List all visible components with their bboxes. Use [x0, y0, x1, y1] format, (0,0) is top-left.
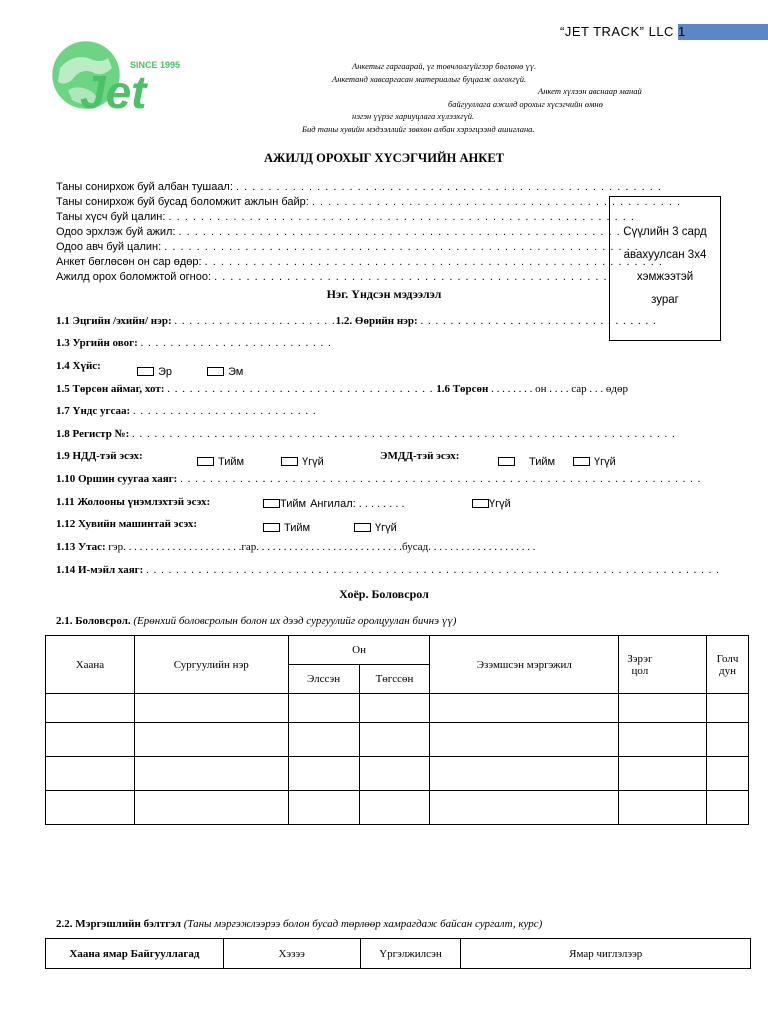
driver-license-no-checkbox[interactable]: Үгүй [472, 494, 511, 512]
section-2-title: Хоёр. Боловсрол [339, 587, 429, 601]
form-title: АЖИЛД ОРОХЫГ ХҮСЭГЧИЙН АНКЕТ [263, 151, 505, 165]
question-expected-salary[interactable]: Таны хүсч буй цалин: . . . . . . . . . . . . . . . . . . . . . . . . . . . . . . . . . . . . . . . . . . . . . . . . . . . . . . . . . . [56, 211, 635, 223]
intro-line: байгууллага ажилд орохыг хүсэгчийн өмнө [448, 98, 603, 109]
section-1-title: Нэг. Үндсэн мэдээлэл [326, 287, 442, 301]
health-insurance-no-checkbox[interactable]: Үгүй [573, 452, 616, 470]
col-header-direction: Ямар чиглэлээр [461, 939, 751, 969]
field-own-car: 1.12 Хувийн машинтай эсэх: [56, 518, 197, 530]
field-parent-name[interactable]: 1.1 Эцгийн /эхийн/ нэр: . . . . . . . . . . . . . . . . . . . . . .1.2. Өөрийн нэр: . . . . . . . . . . . . . . . . . . . . . . . . . . . . . . . . [56, 315, 657, 327]
page-number: 1 [678, 24, 686, 39]
field-ethnicity[interactable]: 1.7 Үндс угсаа: . . . . . . . . . . . . . . . . . . . . . . . . . [56, 405, 317, 417]
social-insurance-no-checkbox[interactable]: Үгүй [281, 452, 324, 470]
photo-box: Сүүлийн 3 сард авахуулсан 3х4 хэмжээтэй зураг [609, 196, 721, 341]
company-name: “JET TRACK” LLC [560, 24, 674, 39]
social-insurance-yes-checkbox[interactable]: Тийм [197, 452, 244, 470]
driver-license-yes-checkbox[interactable]: Тийм Ангилал: . . . . . . . . [263, 494, 405, 512]
col-header-year: Он [288, 636, 430, 665]
header-accent-bar [678, 24, 768, 40]
health-insurance-yes-checkbox[interactable]: Тийм [498, 452, 555, 470]
education-table [45, 635, 749, 825]
jet-logo [50, 38, 195, 116]
field-register-number[interactable]: 1.8 Регистр №: . . . . . . . . . . . . . . . . . . . . . . . . . . . . . . . . . . . . . . . . . . . . . . . . . . . . . . . . . . . . . . . . . . . . . . . . . [56, 428, 676, 440]
col-header-duration: Үргэлжилсэн [360, 939, 461, 969]
professional-table [45, 938, 751, 969]
field-phone[interactable]: 1.13 Утас: гэр. . . . . . . . . . . . . . . . . . . . . .гар. . . . . . . . . . . . . . . . . . . . . . . . . . .бусад. . . . . . . . . . . . . . . . . . . . [56, 541, 536, 553]
col-header-start: Элссэн [288, 665, 359, 694]
col-header-where: Хаана [46, 636, 135, 694]
col-header-end: Төгссөн [359, 665, 430, 694]
own-car-yes-checkbox[interactable]: Тийм [263, 518, 310, 536]
own-car-no-checkbox[interactable]: Үгүй [354, 518, 397, 536]
field-email[interactable]: 1.14 И-мэйл хаяг: . . . . . . . . . . . . . . . . . . . . . . . . . . . . . . . . . . . . . . . . . . . . . . . . . . . . . . . . . . . . . . . . . . . . . . . . . . . . . [56, 564, 720, 576]
field-driver-license: 1.11 Жолооны үнэмлэхтэй эсэх: [56, 496, 211, 508]
col-header-school: Сургуулийн нэр [134, 636, 288, 694]
col-header-gpa: Голч дун [706, 636, 748, 694]
question-fill-date[interactable]: Анкет бөглөсөн он сар өдөр: . . . . . . . . . . . . . . . . . . . . . . . . . . . . . . . . . . . . . . . . . . . . . . . . . . . . . . . . . [56, 256, 663, 268]
field-health-insurance: ЭМДД-тэй эсэх: [380, 450, 460, 462]
table-row[interactable] [46, 757, 749, 791]
question-other-position[interactable]: Таны сонирхож буй бусад боломжит ажлын байр: . . . . . . . . . . . . . . . . . . . . . . . . . . . . . . . . . . . . . . . . . . . . . . [56, 196, 682, 208]
col-header-degree: Зэрэг цол [619, 636, 661, 694]
col-header-profession: Эзэмшсэн мэргэжил [430, 636, 619, 694]
education-subtitle: 2.1. Боловсрол. (Ерөнхий боловсролын болон их дээд сургуулийг оролцуулан бичнэ үү) [56, 615, 457, 627]
intro-instructions [290, 60, 690, 135]
intro-line: Анкет хүлээн авснаар манай [538, 86, 642, 96]
field-gender: 1.4 Хүйс: [56, 360, 101, 372]
table-row[interactable] [46, 694, 749, 723]
intro-line: Анкетыг гаргаарай, үг товчлолгүйгээр бөглөнө үү. [352, 61, 537, 71]
field-address[interactable]: 1.10 Оршин суугаа хаяг: . . . . . . . . . . . . . . . . . . . . . . . . . . . . . . . . . . . . . . . . . . . . . . . . . . . . . . . . . . . . . . . . . . . . . . [56, 473, 702, 485]
intro-line: Бид таны хувийн мэдээллийг зөвхөн албан хэрэгцээнд ашиглана. [302, 123, 535, 134]
table-row[interactable] [46, 723, 749, 757]
field-family-name[interactable]: 1.3 Ургийн овог: . . . . . . . . . . . . . . . . . . . . . . . . . . [56, 337, 332, 349]
gender-female-checkbox[interactable]: Эм [207, 362, 243, 380]
gender-male-checkbox[interactable]: Эр [137, 362, 172, 380]
table-row[interactable] [46, 791, 749, 825]
logo-text: Jet [80, 66, 147, 116]
question-start-date[interactable]: Ажилд орох боломжтой огноо: . . . . . . . . . . . . . . . . . . . . . . . . . . . . . . . . . . . . . . . . . . . . . . . . . [56, 271, 608, 283]
col-header-organization: Хаана ямар Байгууллагад [46, 939, 224, 969]
intro-line: Анкетанд хавсаргасан материалыг буцааж олгохгүй. [332, 73, 527, 84]
field-birthplace[interactable]: 1.5 Төрсөн аймаг, хот: . . . . . . . . . . . . . . . . . . . . . . . . . . . . . . . . . . . . 1.6 Төрсөн . . . . . . . . он . . . . сар . . . өдөр [56, 383, 629, 395]
col-header-when: Хэзээ [223, 939, 360, 969]
intro-line: нэгэн үүрэг хариуцлага хүлээхгүй. [352, 111, 475, 121]
field-social-insurance: 1.9 НДД-тэй эсэх: [56, 450, 143, 462]
logo-since: SINCE 1995 [130, 60, 181, 70]
question-position[interactable]: Таны сонирхож буй албан тушаал: . . . . . . . . . . . . . . . . . . . . . . . . . . . . . . . . . . . . . . . . . . . . . . . . . . . . . [56, 181, 662, 193]
question-current-salary[interactable]: Одоо авч буй цалин: . . . . . . . . . . . . . . . . . . . . . . . . . . . . . . . . . . . . . . . . . . . . . . . . . . . . . . . . . . . [56, 241, 639, 253]
professional-subtitle: 2.2. Мэргэшлийн бэлтгэл (Таны мэргэжлээрээ болон бусад төрлөөр хамрагдаж байсан сургалт, курс) [56, 918, 543, 930]
question-current-job[interactable]: Одоо эрхлэж буй ажил: . . . . . . . . . . . . . . . . . . . . . . . . . . . . . . . . . . . . . . . . . . . . . . . . . . . . . . . . . . [56, 226, 645, 238]
